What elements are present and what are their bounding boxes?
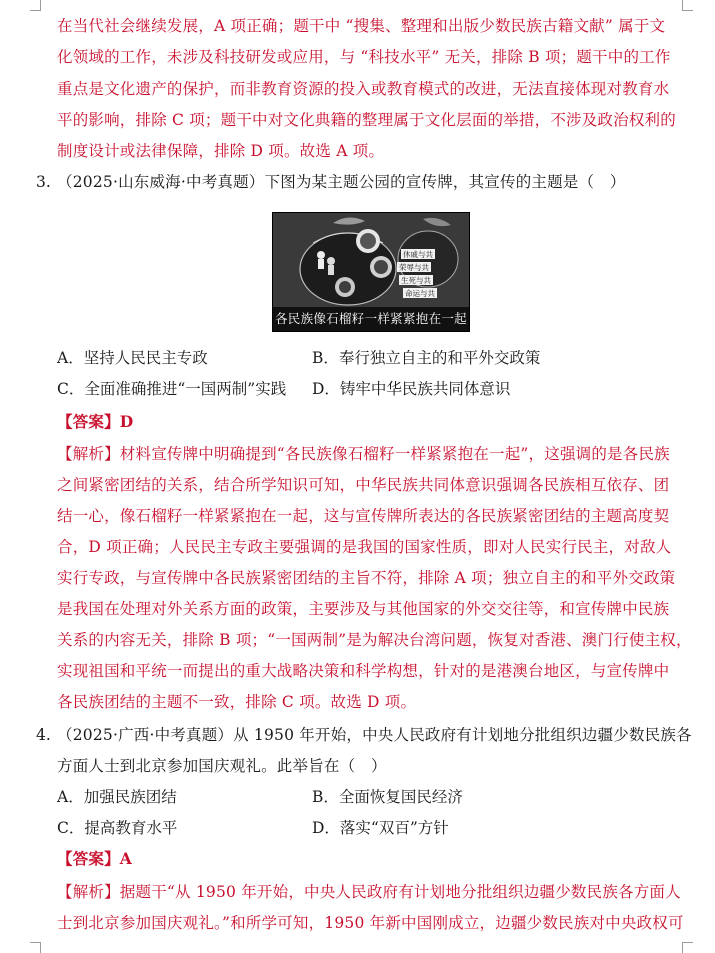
explanation-line: 平的影响，排除 C 项；题干中对文化典籍的整理属于文化层面的举措，不涉及政治权利的 xyxy=(57,111,676,129)
analysis-line: 实现祖国和平统一而提出的重大战略决策和科学构想，针对的是港澳台地区，与宣传牌中 xyxy=(57,662,670,680)
analysis-line: 结一心，像石榴籽一样紧紧抱在一起，这与宣传牌所表达的各民族紧密团结的主题高度契 xyxy=(57,507,670,525)
figure-caption: 各民族像石榴籽一样紧紧抱在一起 xyxy=(273,307,469,331)
analysis-line: 实行专政，与宣传牌中各民族紧密团结的主旨不符，排除 A 项；独立自主的和平外交政策 xyxy=(57,569,676,587)
explanation-line: 制度设计或法律保障，排除 D 项。故选 A 项。 xyxy=(57,142,385,160)
corner-mark-top-right xyxy=(682,0,693,11)
option-a[interactable]: A．坚持人民民主专政 xyxy=(57,349,208,367)
option-d[interactable]: D．落实“双百”方针 xyxy=(312,819,449,837)
corner-mark-bottom-right xyxy=(682,942,693,953)
analysis-line: 关系的内容无关，排除 B 项；“一国两制”是为解决台湾问题，恢复对香港、澳门行使主权， xyxy=(57,631,692,649)
explanation-line: 化领域的工作，未涉及科技研发或应用，与 “科技水平” 无关，排除 B 项；题干中的工作 xyxy=(57,48,671,66)
question-stem-line: 方面人士到北京参加国庆观礼。此举旨在（ ） xyxy=(57,757,387,775)
corner-mark-top-left xyxy=(30,0,41,11)
question-number: 3. xyxy=(36,173,51,191)
option-c[interactable]: C．提高教育水平 xyxy=(57,819,178,837)
figure-label: 生死与共 xyxy=(401,276,431,285)
question-stem: （2025·山东威海·中考真题）下图为某主题公园的宣传牌，其宣传的主题是（ ） xyxy=(57,173,626,191)
analysis-line: 【解析】材料宣传牌中明确提到“各民族像石榴籽一样紧紧抱在一起”，这强调的是各民族 xyxy=(57,445,670,463)
question-number: 4. xyxy=(36,726,51,744)
pomegranate-illustration xyxy=(273,213,469,307)
option-c[interactable]: C．全面准确推进“一国两制”实践 xyxy=(57,380,287,398)
analysis-line: 之间紧密团结的关系，结合所学知识可知，中华民族共同体意识强调各民族相互依存、团 xyxy=(57,476,670,494)
figure-label: 休戚与共 xyxy=(403,250,433,259)
option-d[interactable]: D．铸牢中华民族共同体意识 xyxy=(312,380,511,398)
question-stem-line: （2025·广西·中考真题）从 1950 年开始，中央人民政府有计划地分批组织边疆少数民族各 xyxy=(57,726,692,744)
answer-label: 【答案】D xyxy=(57,412,134,431)
answer-label: 【答案】A xyxy=(57,849,133,868)
analysis-line: 合，D 项正确；人民民主专政主要强调的是我国的国家性质，即对人民实行民主，对敌人 xyxy=(57,538,672,556)
option-b[interactable]: B．奉行独立自主的和平外交政策 xyxy=(312,349,541,367)
analysis-line: 士到北京参加国庆观礼。”和所学可知，1950 年新中国刚成立，边疆少数民族对中央政权可 xyxy=(57,914,684,932)
pomegranate-poster-image xyxy=(272,212,470,332)
explanation-line: 在当代社会继续发展，A 项正确；题干中 “搜集、整理和出版少数民族古籍文献” 属于文 xyxy=(57,17,666,35)
explanation-line: 重点是文化遗产的保护，而非教育资源的投入或教育模式的改进，无法直接体现对教育水 xyxy=(57,80,670,98)
option-a[interactable]: A．加强民族团结 xyxy=(57,788,177,806)
option-b[interactable]: B．全面恢复国民经济 xyxy=(312,788,463,806)
analysis-line: 【解析】据题干“从 1950 年开始，中央人民政府有计划地分批组织边疆少数民族各方面人 xyxy=(57,883,681,901)
corner-mark-bottom-left xyxy=(30,942,41,953)
analysis-line: 是我国在处理对外关系方面的政策，主要涉及与其他国家的外交交往等，和宣传牌中民族 xyxy=(57,600,670,618)
figure-label: 命运与共 xyxy=(405,289,435,298)
analysis-line: 各民族团结的主题不一致，排除 C 项。故选 D 项。 xyxy=(57,693,417,711)
figure-label: 荣辱与共 xyxy=(399,263,429,272)
